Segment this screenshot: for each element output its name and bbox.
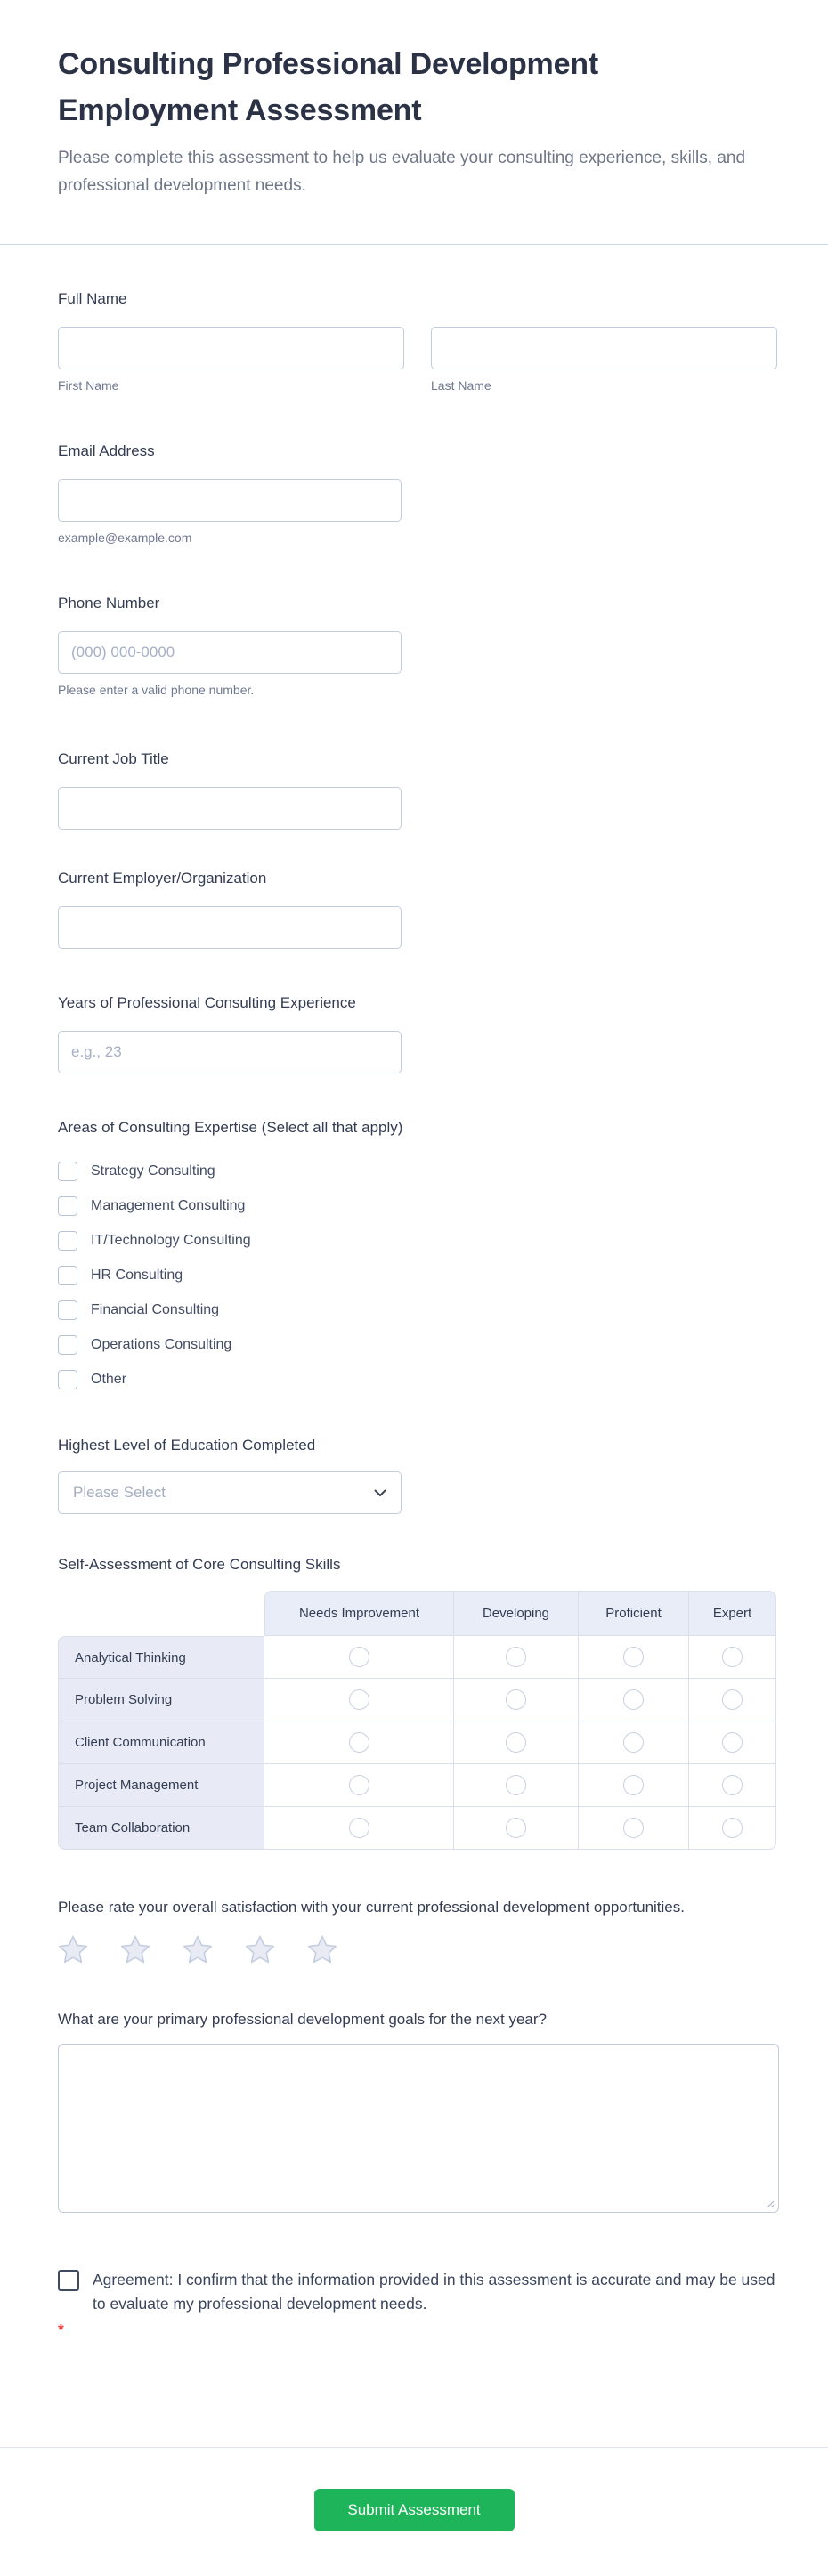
matrix-cell [579, 1636, 689, 1679]
checkbox[interactable] [58, 1335, 77, 1355]
matrix-cell [454, 1764, 579, 1807]
years-experience-field [58, 992, 779, 1073]
matrix-corner [58, 1591, 264, 1636]
checkbox-label: Financial Consulting [91, 1301, 220, 1317]
matrix-cell [689, 1721, 776, 1764]
agreement-checkbox[interactable] [58, 2270, 79, 2291]
matrix-cell [264, 1807, 454, 1850]
satisfaction-label: Please rate your overall satisfaction with your current professional development opportunities. [58, 1899, 685, 1916]
skills-matrix-table [58, 1591, 777, 1850]
job-title-label: Current Job Title [58, 750, 169, 767]
matrix-col-header: Needs Improvement [264, 1591, 454, 1636]
star-icon[interactable] [307, 1935, 337, 1964]
email-label: Email Address [58, 442, 155, 459]
matrix-radio[interactable] [722, 1732, 743, 1753]
expertise-option-financial[interactable] [58, 1292, 779, 1327]
checkbox[interactable] [58, 1196, 77, 1216]
matrix-cell [579, 1807, 689, 1850]
checkbox[interactable] [58, 1300, 77, 1320]
email-input[interactable] [58, 479, 402, 522]
employer-label: Current Employer/Organization [58, 870, 267, 887]
skills-matrix-field [58, 1553, 779, 1850]
full-name-field [58, 288, 779, 393]
matrix-radio[interactable] [349, 1775, 369, 1795]
matrix-cell [264, 1636, 454, 1679]
education-label: Highest Level of Education Completed [58, 1437, 316, 1454]
form-body [0, 288, 828, 2395]
phone-sublabel: Please enter a valid phone number. [58, 683, 255, 697]
matrix-cell [689, 1636, 776, 1679]
checkbox-label: HR Consulting [91, 1267, 183, 1283]
expertise-option-it-technology[interactable] [58, 1223, 779, 1258]
phone-input[interactable] [58, 631, 402, 674]
matrix-radio[interactable] [349, 1818, 369, 1838]
checkbox[interactable] [58, 1231, 77, 1251]
last-name-sublabel: Last Name [431, 378, 491, 393]
expertise-option-management[interactable] [58, 1188, 779, 1223]
matrix-cell [689, 1807, 776, 1850]
job-title-input[interactable] [58, 787, 402, 830]
email-field [58, 440, 779, 546]
matrix-radio[interactable] [506, 1689, 526, 1710]
matrix-cell [454, 1721, 579, 1764]
matrix-row-header: Analytical Thinking [58, 1636, 264, 1679]
matrix-radio[interactable] [506, 1775, 526, 1795]
checkbox-label: Operations Consulting [91, 1336, 232, 1352]
name-row [58, 327, 779, 393]
education-select-value: Please Select [73, 1484, 166, 1501]
last-name-col [431, 327, 777, 393]
form-header [0, 0, 828, 245]
matrix-col-header: Developing [454, 1591, 579, 1636]
first-name-col [58, 327, 404, 393]
education-select[interactable] [58, 1471, 402, 1514]
matrix-row-header: Team Collaboration [58, 1807, 264, 1850]
matrix-radio[interactable] [349, 1647, 369, 1667]
matrix-radio[interactable] [349, 1732, 369, 1753]
matrix-cell [264, 1679, 454, 1721]
matrix-radio[interactable] [623, 1818, 644, 1838]
matrix-cell [579, 1721, 689, 1764]
matrix-cell [454, 1636, 579, 1679]
star-icon[interactable] [58, 1935, 88, 1964]
phone-field [58, 592, 779, 698]
last-name-input[interactable] [431, 327, 777, 369]
satisfaction-field [58, 1896, 779, 1964]
matrix-radio[interactable] [722, 1818, 743, 1838]
checkbox-label: Other [91, 1371, 127, 1387]
star-icon[interactable] [120, 1935, 150, 1964]
checkbox[interactable] [58, 1370, 77, 1389]
matrix-col-header: Proficient [579, 1591, 689, 1636]
employer-input[interactable] [58, 906, 402, 949]
matrix-radio[interactable] [506, 1818, 526, 1838]
form-footer [0, 2447, 828, 2576]
checkbox-label: Management Consulting [91, 1197, 246, 1213]
checkbox[interactable] [58, 1266, 77, 1285]
employer-field [58, 867, 779, 949]
job-title-field [58, 748, 779, 830]
matrix-radio[interactable] [722, 1689, 743, 1710]
submit-button[interactable]: Submit Assessment [314, 2489, 515, 2531]
goals-field [58, 2008, 779, 2213]
matrix-cell [579, 1679, 689, 1721]
star-icon[interactable] [183, 1935, 213, 1964]
star-icon[interactable] [245, 1935, 275, 1964]
matrix-radio[interactable] [623, 1775, 644, 1795]
education-field [58, 1434, 779, 1514]
first-name-input[interactable] [58, 327, 404, 369]
form-subtitle: Please complete this assessment to help us evaluate your consulting experience, skills, and professional development needs. [58, 149, 746, 195]
expertise-options [58, 1154, 779, 1397]
checkbox-label: Strategy Consulting [91, 1162, 215, 1179]
expertise-option-hr[interactable] [58, 1258, 779, 1292]
expertise-label: Areas of Consulting Expertise (Select all that apply) [58, 1119, 403, 1136]
matrix-cell [689, 1679, 776, 1721]
matrix-radio[interactable] [722, 1647, 743, 1667]
expertise-field [58, 1116, 779, 1397]
expertise-option-other[interactable] [58, 1362, 779, 1397]
chevron-down-icon [374, 1489, 386, 1497]
matrix-row-header: Problem Solving [58, 1679, 264, 1721]
agreement-label: Agreement: I confirm that the information provided in this assessment is accurate and may be used to evaluate my professional development needs. [93, 2271, 775, 2313]
form-title: Consulting Professional Development Employment Assessment [58, 47, 598, 127]
phone-label: Phone Number [58, 595, 160, 612]
years-experience-label: Years of Professional Consulting Experience [58, 994, 356, 1011]
checkbox[interactable] [58, 1162, 77, 1181]
matrix-radio[interactable] [623, 1732, 644, 1753]
full-name-label: Full Name [58, 290, 127, 307]
matrix-cell [579, 1764, 689, 1807]
matrix-radio[interactable] [506, 1647, 526, 1667]
matrix-row-header: Project Management [58, 1764, 264, 1807]
goals-textarea-wrap [58, 2044, 779, 2213]
expertise-option-strategy[interactable] [58, 1154, 779, 1188]
matrix-radio[interactable] [623, 1647, 644, 1667]
checkbox-label: IT/Technology Consulting [91, 1232, 251, 1248]
skills-matrix-label: Self-Assessment of Core Consulting Skills [58, 1556, 341, 1573]
matrix-cell [264, 1764, 454, 1807]
matrix-radio[interactable] [506, 1732, 526, 1753]
star-rating [58, 1935, 779, 1964]
matrix-cell [689, 1764, 776, 1807]
matrix-cell [454, 1807, 579, 1850]
goals-label: What are your primary professional development goals for the next year? [58, 2011, 547, 2028]
matrix-cell [454, 1679, 579, 1721]
goals-textarea[interactable] [58, 2044, 779, 2213]
matrix-radio[interactable] [722, 1775, 743, 1795]
matrix-row-header: Client Communication [58, 1721, 264, 1764]
first-name-sublabel: First Name [58, 378, 119, 393]
agreement-field [58, 2268, 781, 2342]
matrix-radio[interactable] [349, 1689, 369, 1710]
expertise-option-operations[interactable] [58, 1327, 779, 1362]
required-asterisk: * [58, 2321, 64, 2338]
email-sublabel: example@example.com [58, 531, 192, 545]
matrix-cell [264, 1721, 454, 1764]
matrix-col-header: Expert [689, 1591, 776, 1636]
matrix-radio[interactable] [623, 1689, 644, 1710]
years-experience-input[interactable] [58, 1031, 402, 1073]
